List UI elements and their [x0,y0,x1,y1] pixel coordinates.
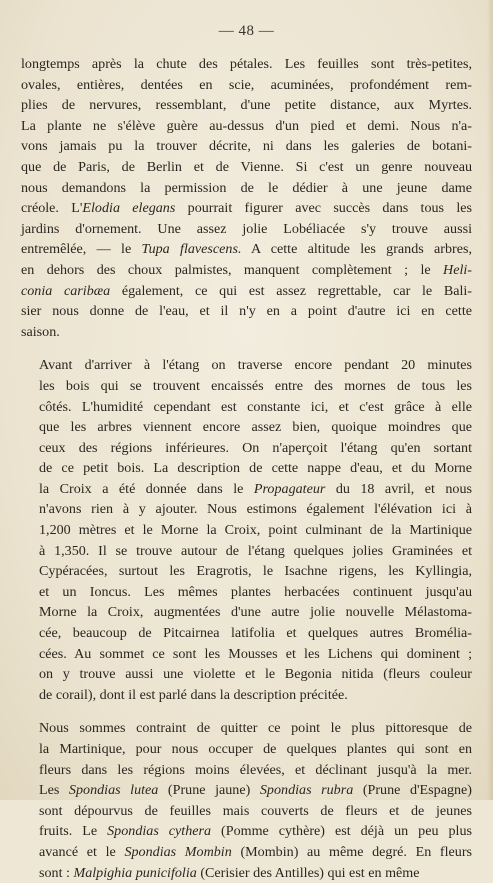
text-line: avancé et le Spondias Mombin (Mombin) au même degré. En fleurs [39,843,472,860]
text-line: de corail), dont il est parlé dans la description précitée. [39,686,348,703]
text-line: Cypéracées, surtout les Eragrotis, le Isachne rigens, les Kyllingia, [39,563,472,580]
text-line: longtemps après la chute des pétales. Les feuilles sont très-petites, [21,56,472,72]
text-line: jardins d'ornement. Une assez jolie Lobéliacée s'y trouve aussi [21,220,472,237]
species-name: Elodia elegans [82,200,176,217]
species-name: Tupa flavescens. [141,241,242,258]
text-line: que de Paris, de Berlin et de Vienne. Si c'est un genre nouveau [21,158,472,175]
text-line: vons jamais pu la trouver décrite, ni dans les galeries de botani- [21,138,472,155]
page-edge-shadow [487,0,493,800]
text-line: 1,200 mètres et le Morne la Croix, point culminant de la Martinique [39,522,472,539]
text-line: nous demandons la permission de le dédier à une jeune dame [21,179,472,196]
paragraph-1 [21,54,472,342]
text-line: n'avons rien à y ajouter. Nous estimons également l'élévation ici à [39,501,472,518]
text-line: côtés. L'humidité cependant est constante ici, et c'est grâce à elle [39,398,472,415]
text-line: La plante ne s'élève guère au-dessus d'un pied et demi. Nous n'a- [21,117,472,134]
text-line: entremêlée, — le Tupa flavescens. A cette altitude les grands arbres, [21,241,473,258]
text-line: sont : Malpighia punicifolia (Cerisier des Antilles) qui est en même [39,864,420,881]
paragraph-3 [21,718,472,883]
text-line: Nous sommes contraint de quitter ce point le plus pittoresque de [39,720,472,737]
text-line: ovales, entières, dentées en scie, acuminées, profondément rem- [21,76,472,93]
text-line: fruits. Le Spondias cythera (Pomme cythère) est déjà un peu plus [39,823,472,840]
page-number: — 48 — [218,23,275,39]
text-line: Morne la Croix, augmentées d'une autre jolie nouvelle Mélastoma- [39,604,472,621]
text-line: les bois qui se trouvent encaissés entre des mornes de tous les [39,377,472,394]
species-name: Malpighia punicifolia [73,864,197,881]
species-name: Spondias Mombin [124,843,232,860]
text-line: sier nous donne de l'eau, et il n'y en a point d'autre ici en cette [21,303,472,320]
text-line: sont dépourvus de feuilles mais couverts de fleurs et de jeunes [39,802,472,819]
text-line: la Croix a été donnée dans le Propagateur du 18 avril, et nous [39,480,472,497]
text-line: Avant d'arriver à l'étang on traverse encore pendant 20 minutes [39,357,472,374]
species-name: Propagateur [253,480,326,497]
text-line: de ce petit bois. La description de cette nappe d'eau, et du Morne [39,460,472,477]
text-line: ceux des régions inférieures. On n'aperçoit l'étang qu'en sortant [39,439,472,456]
text-line: la Martinique, pour nous occuper de quelques plantes qui sont en [39,741,472,757]
species-name: Spondias cythera [107,823,212,840]
text-line: à 1,350. Il se trouve autour de l'étang quelques jolies Graminées et [39,542,472,559]
text-line: créole. L'Elodia elegans pourrait figurer avec succès dans tous les [21,200,472,217]
species-name: conia caribæa [21,282,111,299]
text-line: en dehors des choux palmistes, manquent complètement ; le Heli- [21,261,472,278]
text-line: cée, beaucoup de Pitcairnea latifolia et quelques autres Broméliа- [39,625,472,642]
text-line: Les Spondias lutea (Prune jaune) Spondias rubra (Prune d'Espagne) [39,782,472,799]
species-name: Heli- [443,261,472,278]
paragraph-2 [21,355,472,705]
text-line: cées. Au sommet ce sont les Mousses et les Lichens qui dominent ; [39,645,472,662]
species-name: Spondias rubra [259,782,354,799]
text-line: et un Ioncus. Les mêmes plantes herbacées continuent jusqu'au [39,583,472,600]
text-line: plies de nervures, ressemblant, d'une petite distance, aux Myrtes. [21,97,472,114]
text-line: que les arbres viennent encore assez bien, quoique moindres que [39,419,472,436]
species-name: Spondias lutea [68,782,159,799]
text-line: saison. [21,323,60,340]
text-line: on y trouve aussi une violette et le Begonia nitida (fleurs couleur [39,666,472,683]
text-line: fleurs dans les régions moins élevées, et déclinant jusqu'à la mer. [39,761,472,778]
text-line: conia caribæa également, ce qui est assez regrettable, car le Bali- [21,282,472,299]
